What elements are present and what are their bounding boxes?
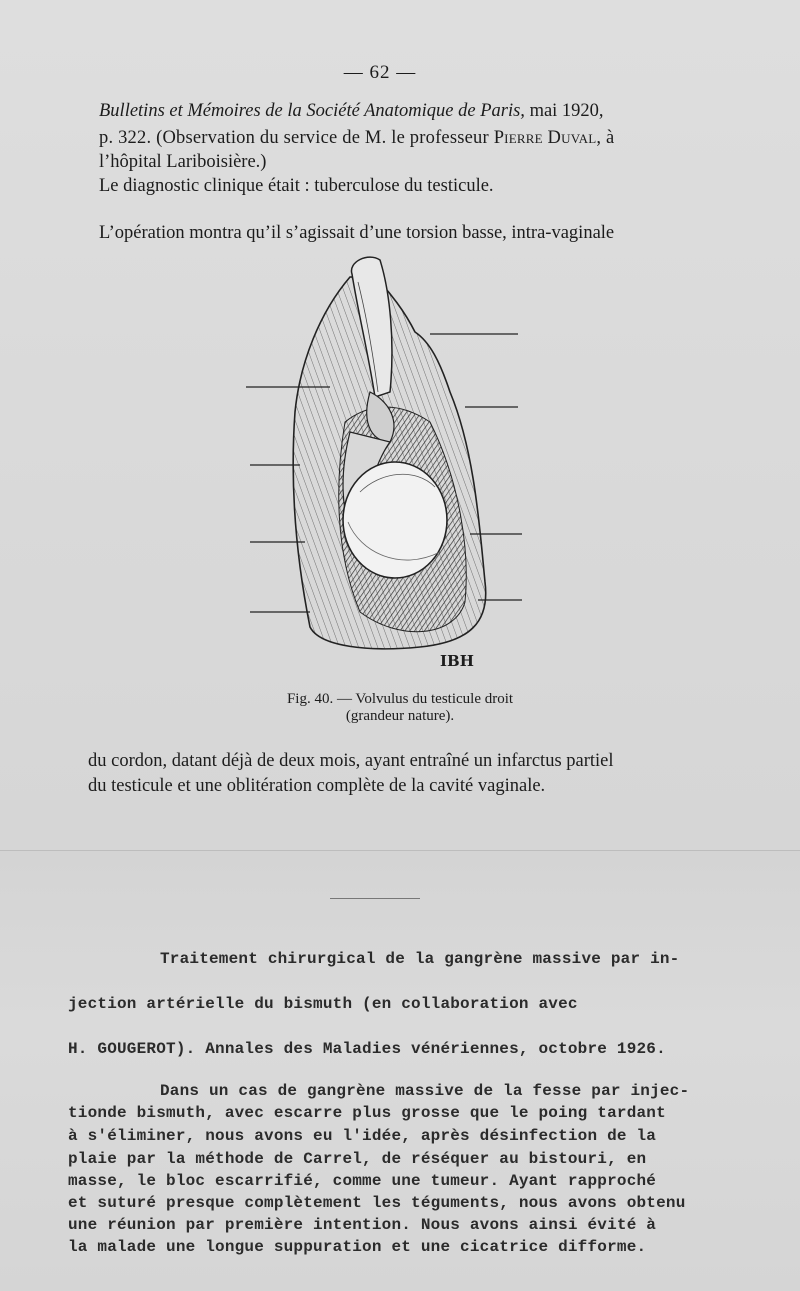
typed-paragraph-line-7: une réunion par première intention. Nous avons ainsi évité à (68, 1216, 657, 1234)
typed-paragraph-line-1: Dans un cas de gangrène massive de la fesse par injec- (160, 1082, 690, 1100)
reference-date: mai 1920, (524, 101, 604, 121)
figure-caption-line-1: Fig. 40. — Volvulus du testicule droit (286, 691, 514, 707)
typed-title-line-3: H. GOUGEROT). Annales des Maladies vénériennes, octobre 1926. (68, 1040, 666, 1058)
figure-caption-line-2: (grandeur nature). (345, 708, 455, 724)
reference-line-2 (99, 127, 699, 150)
continuation-line-1: du cordon, datant déjà de deux mois, ayant entraîné un infarctus partiel (88, 751, 614, 771)
typed-paragraph-line-3: à s'éliminer, nous avons eu l'idée, après désinfection de la (68, 1127, 657, 1145)
typed-title-line-1: Traitement chirurgical de la gangrène massive par in- (160, 950, 680, 968)
typed-paragraph-line-4: plaie par la méthode de Carrel, de réséquer au bistouri, en (68, 1150, 647, 1168)
operation-line: L’opération montra qu’il s’agissait d’une torsion basse, intra-vaginale (99, 223, 615, 243)
typed-paragraph-line-6: et suturé presque complètement les téguments, nous avons obtenu (68, 1194, 686, 1212)
reference-line-3: l’hôpital Lariboisière.) (99, 152, 267, 172)
section-divider (330, 898, 420, 899)
testicle-illustration (240, 252, 540, 682)
diagnosis-line: Le diagnostic clinique était : tuberculose du testicule. (99, 176, 494, 196)
artist-signature: IBH (440, 652, 474, 670)
continuation-line-2: du testicule et une oblitération complète de la cavité vaginale. (88, 776, 546, 796)
typed-paragraph-line-8: la malade une longue suppuration et une cicatrice difforme. (68, 1238, 647, 1256)
typed-title-line-2: jection artérielle du bismuth (en collaboration avec (68, 995, 578, 1013)
typed-paragraph-line-2: tionde bismuth, avec escarre plus grosse que le poing tardant (68, 1104, 666, 1122)
author-name: Pierre Duval (493, 128, 597, 148)
typed-paragraph-line-5: masse, le bloc escarrifié, comme une tumeur. Ayant rapproché (68, 1172, 657, 1190)
reference-text: p. 322. (Observation du service de M. le professeur (99, 128, 494, 148)
page-number: — 62 — (343, 62, 417, 83)
reference-text-end: , à (596, 128, 615, 148)
journal-title: Bulletins et Mémoires de la Société Anatomique de Paris, (99, 101, 525, 121)
reference-line-1 (99, 100, 699, 123)
